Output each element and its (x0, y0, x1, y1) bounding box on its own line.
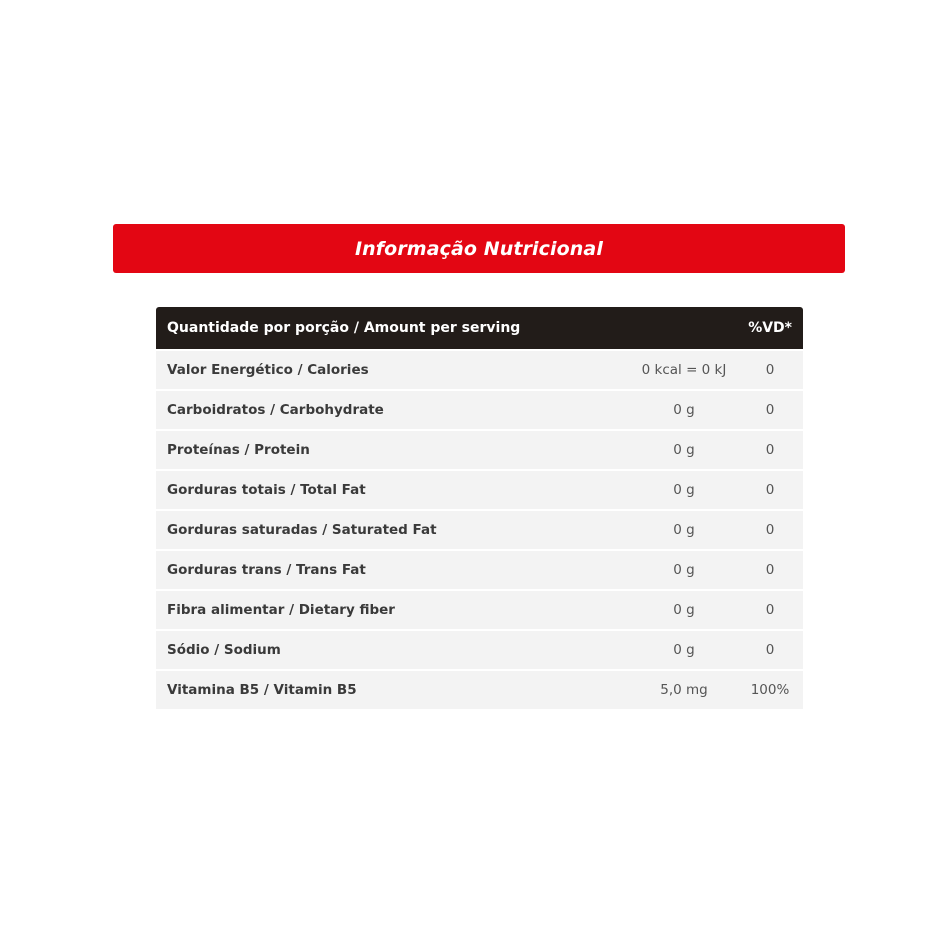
table-row (156, 671, 803, 709)
nutrient-dv: 100% (750, 682, 790, 698)
nutrient-amount: 0 g (673, 402, 695, 418)
nutrient-name: Fibra alimentar / Dietary fiber (167, 602, 395, 618)
nutrient-amount: 0 g (673, 602, 695, 618)
nutrient-amount: 0 g (673, 642, 695, 658)
table-row (156, 631, 803, 669)
nutrition-table (156, 307, 803, 709)
nutrient-amount: 0 g (673, 442, 695, 458)
banner-title: Informação Nutricional (355, 237, 603, 260)
nutrient-dv: 0 (765, 402, 775, 418)
header-amount-label: Quantidade por porção / Amount per serving (167, 320, 521, 336)
table-row (156, 511, 803, 549)
nutrient-name: Vitamina B5 / Vitamin B5 (167, 682, 357, 698)
table-header (156, 307, 803, 349)
table-row (156, 551, 803, 589)
table-row (156, 591, 803, 629)
nutrient-amount: 5,0 mg (660, 682, 708, 698)
nutrient-name: Proteínas / Protein (167, 442, 310, 458)
nutrient-name: Carboidratos / Carbohydrate (167, 402, 384, 418)
nutrient-dv: 0 (765, 522, 775, 538)
nutrient-name: Sódio / Sodium (167, 642, 281, 658)
nutrient-dv: 0 (765, 562, 775, 578)
table-row (156, 471, 803, 509)
table-row (156, 351, 803, 389)
nutrient-amount: 0 g (673, 522, 695, 538)
nutrient-amount: 0 g (673, 482, 695, 498)
nutrient-dv: 0 (765, 642, 775, 658)
nutrient-dv: 0 (765, 602, 775, 618)
nutrient-amount: 0 kcal = 0 kJ (641, 362, 727, 378)
nutrient-dv: 0 (765, 482, 775, 498)
nutrient-amount: 0 g (673, 562, 695, 578)
nutrient-name: Valor Energético / Calories (167, 362, 369, 378)
table-body (156, 351, 803, 709)
nutrient-dv: 0 (765, 442, 775, 458)
nutrition-banner (113, 224, 845, 273)
nutrient-name: Gorduras trans / Trans Fat (167, 562, 366, 578)
header-dv-label: %VD* (748, 320, 792, 336)
table-row (156, 391, 803, 429)
nutrient-dv: 0 (765, 362, 775, 378)
nutrient-name: Gorduras totais / Total Fat (167, 482, 366, 498)
nutrient-name: Gorduras saturadas / Saturated Fat (167, 522, 437, 538)
table-row (156, 431, 803, 469)
